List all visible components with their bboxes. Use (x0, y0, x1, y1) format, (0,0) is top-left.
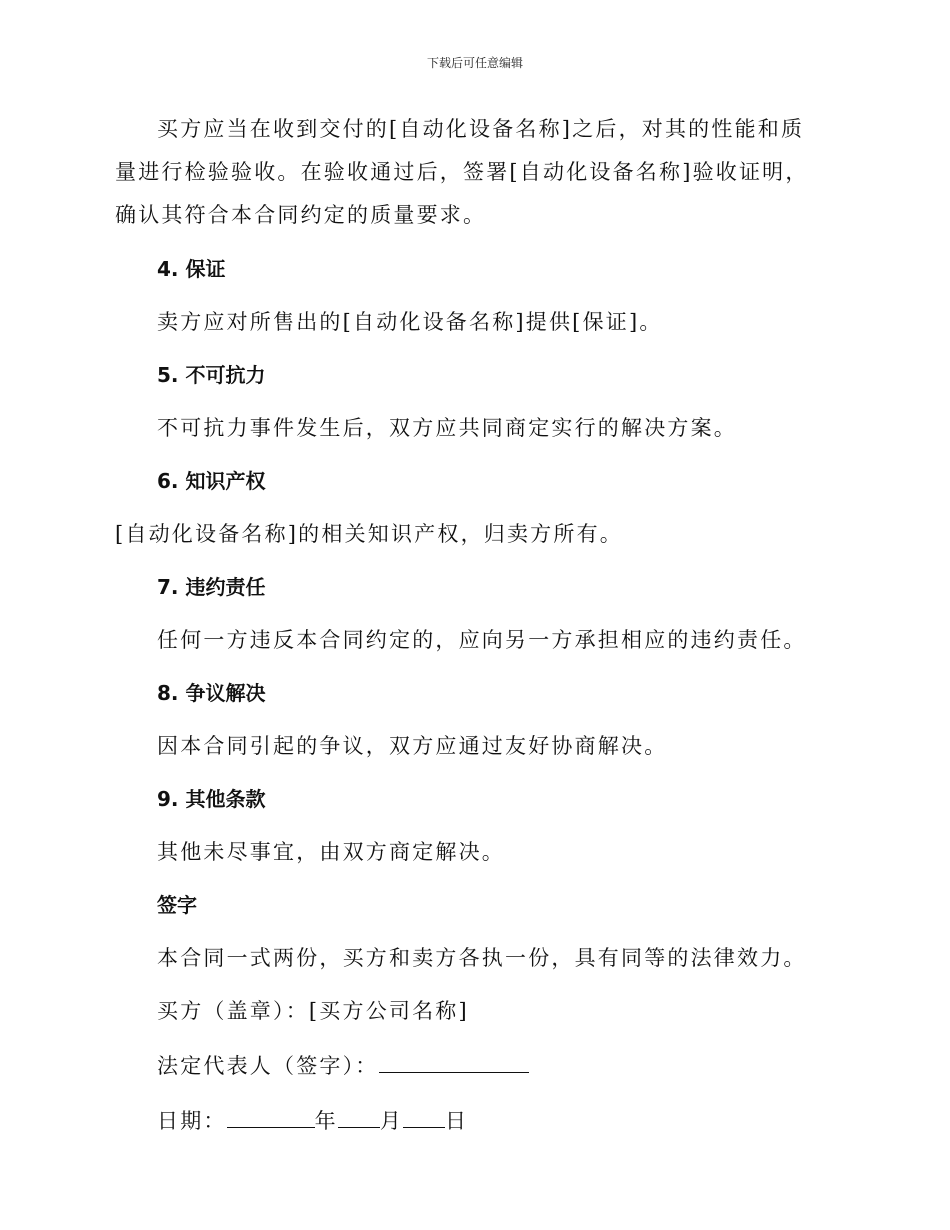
section-body-force-majeure: 不可抗力事件发生后，双方应共同商定实行的解决方案。 (157, 416, 737, 440)
day-label: 日 (445, 1109, 469, 1133)
section-body-dispute: 因本合同引起的争议，双方应通过友好协商解决。 (157, 734, 668, 758)
section-heading-liability: 7. 违约责任 (157, 575, 266, 599)
section-body-liability: 任何一方违反本合同约定的，应向另一方承担相应的违约责任。 (157, 628, 807, 652)
section-heading-ip: 6. 知识产权 (157, 469, 266, 493)
month-blank (338, 1107, 380, 1128)
representative-signature-blank (379, 1052, 529, 1073)
page-header: 下载后可任意编辑 (426, 56, 523, 70)
intro-paragraph: 买方应当在收到交付的[自动化设备名称]之后，对其的性能和质量进行检验验收。在验收通过后，签署[自动化设备名称]验收证明，确认其符合本合同约定的质量要求。 (115, 117, 809, 227)
section-heading-dispute: 8. 争议解决 (157, 681, 266, 705)
section-body-ip: [自动化设备名称]的相关知识产权，归卖方所有。 (115, 522, 623, 546)
month-label: 月 (379, 1109, 404, 1133)
day-blank (403, 1107, 445, 1128)
buyer-stamp-line: 买方（盖章）：[买方公司名称] (157, 999, 469, 1023)
representative-signature-line (115, 1052, 825, 1078)
date-label: 日期： (157, 1109, 227, 1133)
signature-body: 本合同一式两份，买方和卖方各执一份，具有同等的法律效力。 (157, 946, 807, 970)
section-heading-force-majeure: 5. 不可抗力 (157, 363, 266, 387)
year-blank (227, 1107, 315, 1128)
section-body-other: 其他未尽事宜，由双方商定解决。 (157, 840, 505, 864)
section-body-warranty: 卖方应对所售出的[自动化设备名称]提供[保证]。 (157, 310, 663, 334)
signature-heading: 签字 (157, 893, 197, 917)
document-body (115, 108, 825, 1133)
date-line (115, 1107, 825, 1133)
section-heading-warranty: 4. 保证 (157, 257, 226, 281)
section-heading-other: 9. 其他条款 (157, 787, 266, 811)
representative-label: 法定代表人（签字）： (157, 1054, 379, 1078)
year-label: 年 (314, 1109, 338, 1133)
